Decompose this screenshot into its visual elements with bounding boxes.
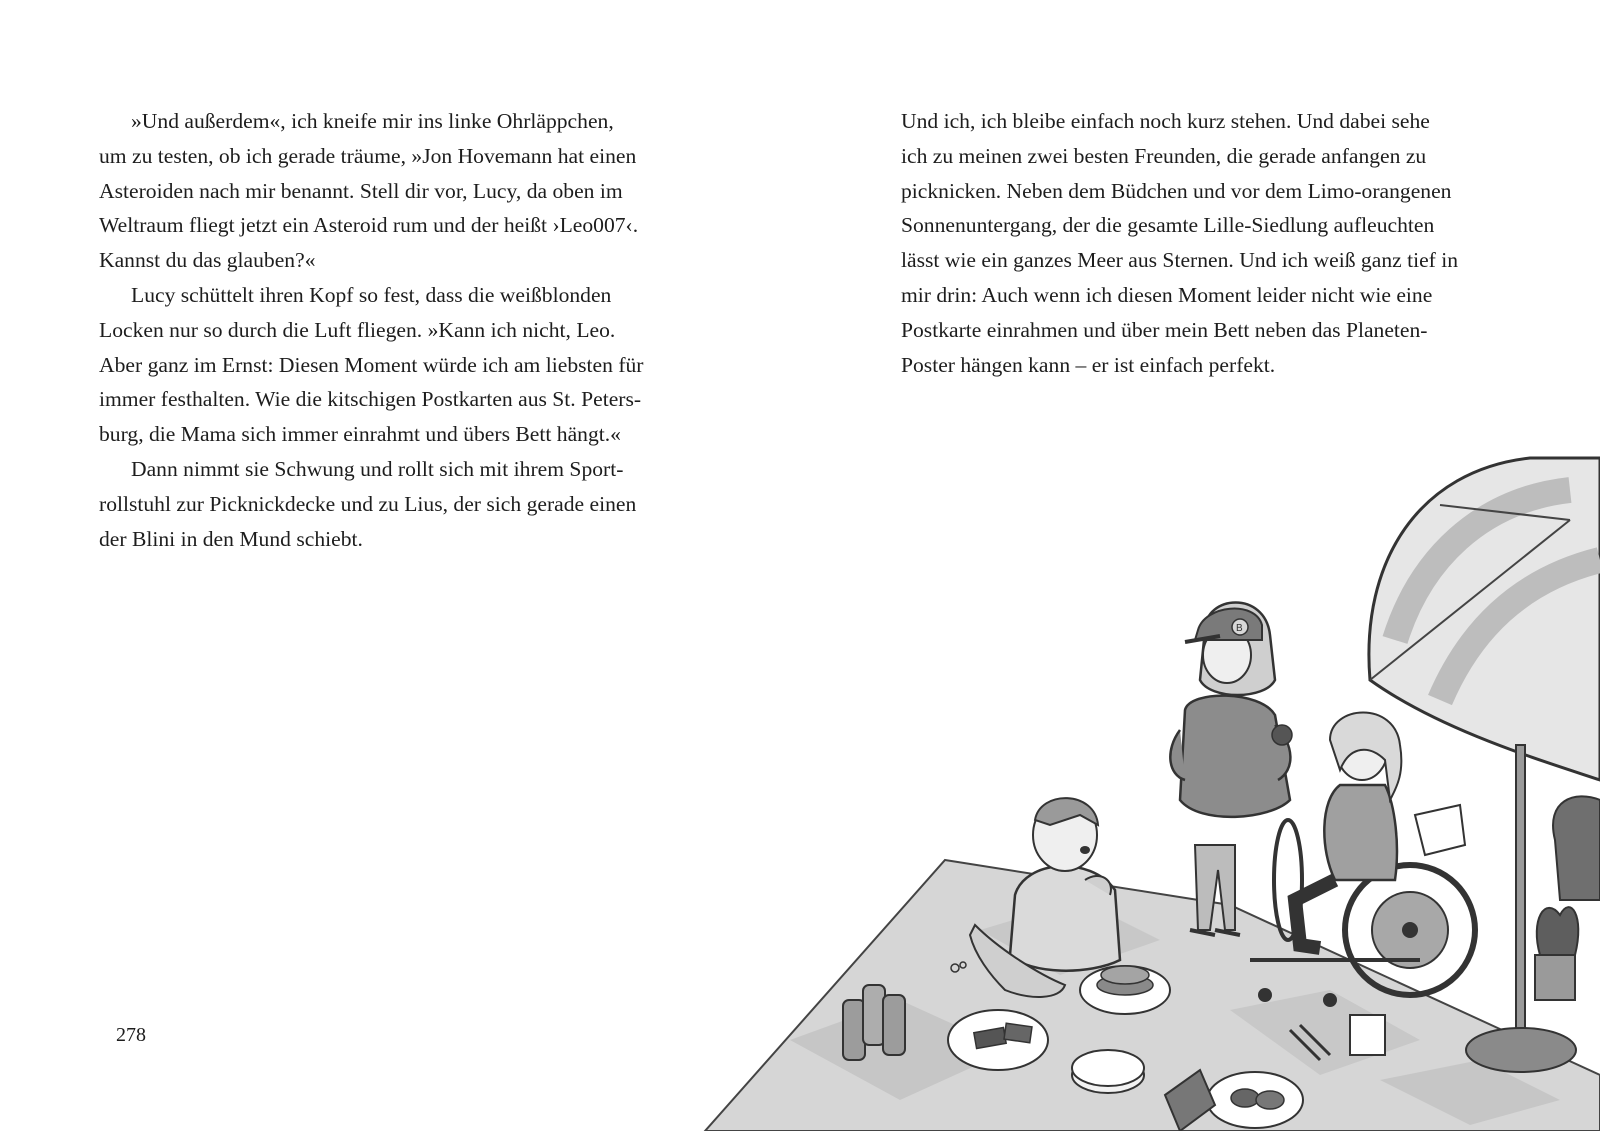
text-line: Weltraum fliegt jetzt ein Asteroid rum und der heißt ›Leo007‹. xyxy=(99,213,639,238)
text-line: Und ich, ich bleibe einfach noch kurz stehen. Und dabei sehe xyxy=(901,109,1430,133)
text-line: Kannst du das glauben?« xyxy=(99,248,316,273)
text-line: burg, die Mama sich immer einrahmt und übers Bett hängt.« xyxy=(99,422,621,447)
text-line: um zu testen, ob ich gerade träume, »Jon Hovemann hat einen xyxy=(99,143,637,168)
right-page-text xyxy=(901,104,1501,382)
page-number: 278 xyxy=(116,1024,146,1046)
text-line: Dann nimmt sie Schwung und rollt sich mit ihrem Sport- xyxy=(131,456,624,481)
potted-plant xyxy=(1535,796,1600,1000)
text-line: Lucy schüttelt ihren Kopf so fest, dass die weißblonden xyxy=(131,282,612,307)
text-line: immer festhalten. Wie die kitschigen Postkarten aus St. Peters- xyxy=(99,387,642,412)
text-line: mir drin: Auch wenn ich diesen Moment leider nicht wie eine xyxy=(901,282,1433,307)
text-line: rollstuhl zur Picknickdecke und zu Lius, der sich gerade einen xyxy=(99,491,637,516)
text-line: Locken nur so durch die Luft fliegen. »Kann ich nicht, Leo. xyxy=(99,317,616,342)
text-line: Aber ganz im Ernst: Diesen Moment würde ich am liebsten für xyxy=(99,352,644,377)
text-line: Sonnenuntergang, der die gesamte Lille-Siedlung aufleuchten xyxy=(901,213,1435,238)
text-line: lässt wie ein ganzes Meer aus Sternen. Und ich weiß ganz tief in xyxy=(901,248,1459,273)
text-line: picknicken. Neben dem Büdchen und vor dem Limo-orangenen xyxy=(901,178,1452,203)
cap-letter: B xyxy=(1236,623,1243,634)
picnic-illustration xyxy=(700,455,1600,1131)
text-line: Poster hängen kann – er ist einfach perfekt. xyxy=(901,352,1276,377)
text-line: der Blini in den Mund schiebt. xyxy=(99,526,363,551)
text-line: »Und außerdem«, ich kneife mir ins linke Ohrläppchen, xyxy=(131,109,614,133)
text-line: Asteroiden nach mir benannt. Stell dir vor, Lucy, da oben im xyxy=(99,178,623,203)
left-page-text xyxy=(99,104,689,556)
text-line: Postkarte einrahmen und über mein Bett neben das Planeten- xyxy=(901,317,1428,342)
text-line: ich zu meinen zwei besten Freunden, die gerade anfangen zu xyxy=(901,143,1427,168)
